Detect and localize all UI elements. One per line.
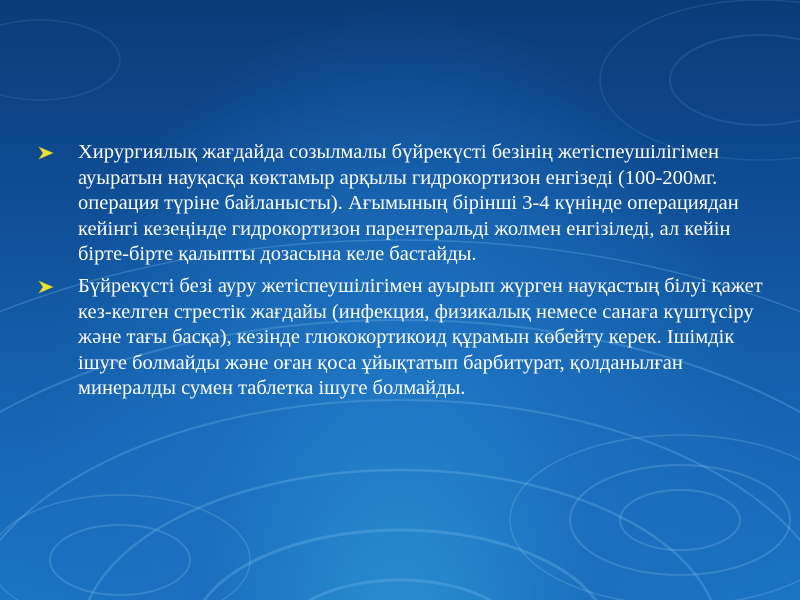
slide-content (38, 140, 768, 408)
bullet-text: Бүйрекүсті безі ауру жетіспеушілігімен ауырып жүрген науқастың білуі қажет кез-келген стрестік жағдайы (инфекция, физикалық немесе санаға күштүсіру және тағы басқа), кезінде глюкокортикоид құрамын көбейту керек. Ішімдік ішуге болмайды және оған қоса ұйықтатып барбитурат, қолданылған минералды сумен таблетка ішуге болмайды. (78, 274, 763, 400)
bullet-item (38, 274, 768, 402)
bullet-item (38, 140, 768, 268)
bullet-text: Хирургиялық жағдайда созылмалы бүйрекүсті безінің жетіспеушілігімен ауыратын науқасқа көктамыр арқылы гидрокортизон енгізеді (100-200мг. операция түріне байланысты). Ағымының бірінші 3-4 күнінде операциядан кейінгі кезеңінде гидрокортизон парентеральді жолмен енгізіледі, ал кейін бірте-бірте қалыпты дозасына келе бастайды. (78, 141, 739, 266)
arrow-bullet-icon (38, 146, 54, 160)
arrow-bullet-icon (38, 280, 54, 294)
